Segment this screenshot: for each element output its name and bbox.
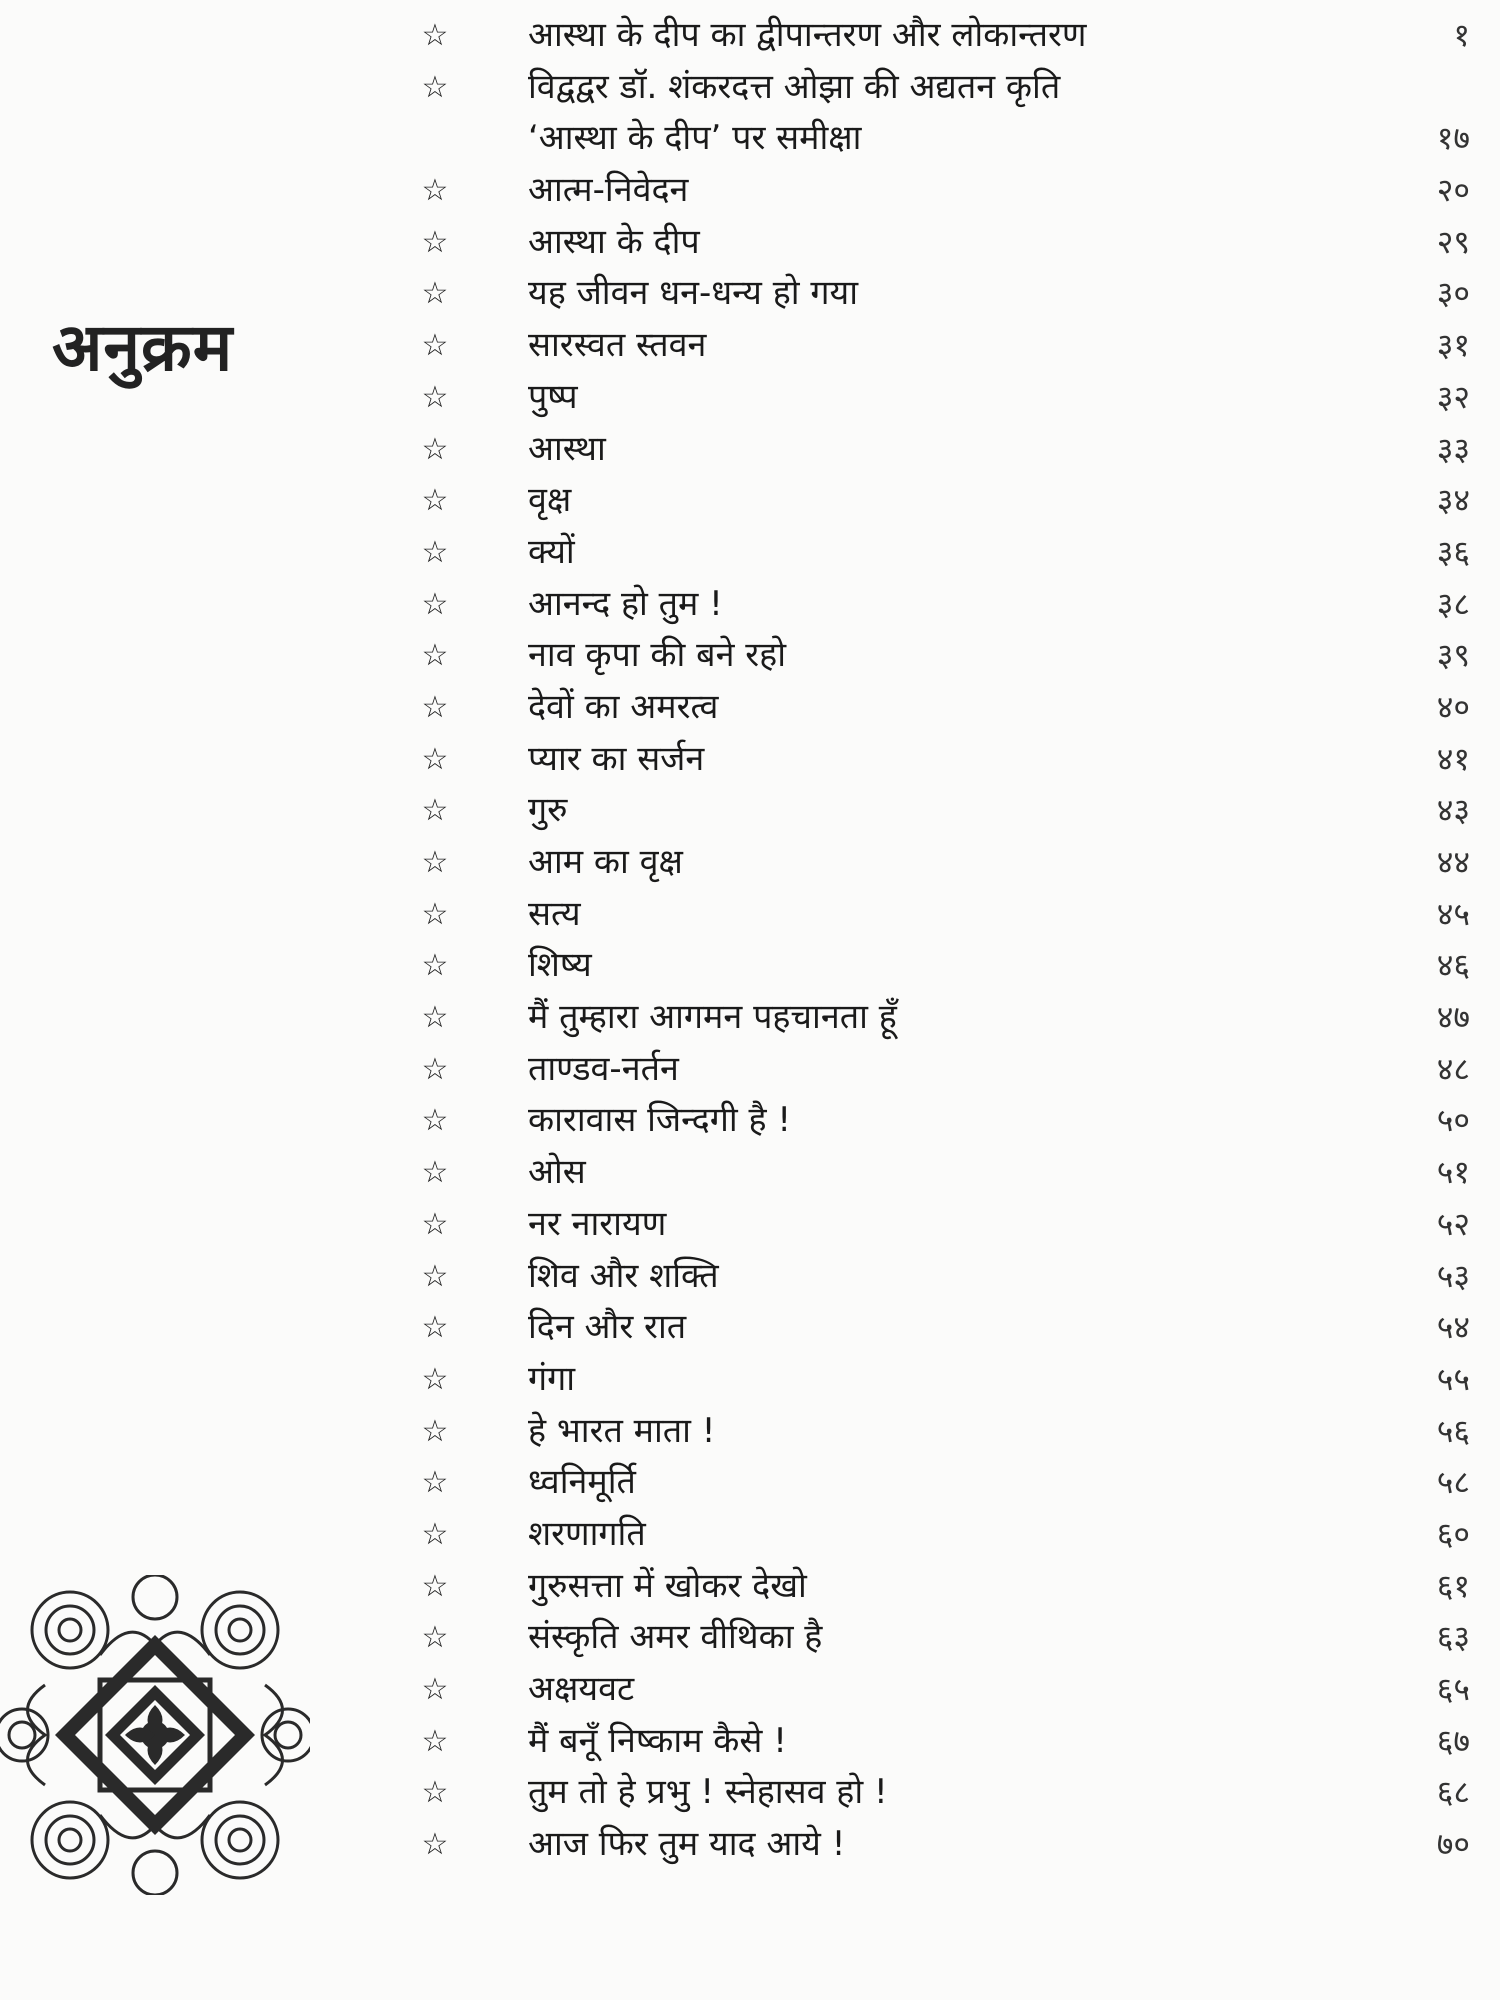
star-bullet-icon: ☆ xyxy=(421,638,449,674)
toc-entry-title: संस्कृति अमर वीथिका है xyxy=(528,1617,823,1658)
toc-entry-page: ५४ xyxy=(1436,1308,1470,1347)
toc-entry xyxy=(410,1664,1470,1716)
toc-entry-title: आनन्द हो तुम ! xyxy=(528,583,723,624)
toc-entry xyxy=(410,992,1470,1044)
star-bullet-icon: ☆ xyxy=(421,1258,449,1294)
star-bullet-icon: ☆ xyxy=(421,1206,449,1242)
star-bullet-icon: ☆ xyxy=(421,534,449,570)
star-bullet-icon: ☆ xyxy=(421,896,449,932)
toc-entry-page: ६१ xyxy=(1436,1566,1470,1605)
star-bullet-icon: ☆ xyxy=(421,1827,449,1863)
toc-entry-title: सारस्वत स्तवन xyxy=(528,325,707,366)
toc-entry-page: ६३ xyxy=(1436,1618,1470,1657)
toc-entry-page: ४४ xyxy=(1436,843,1470,881)
toc-entry-page: ५३ xyxy=(1436,1256,1470,1295)
toc-entry xyxy=(410,320,1470,372)
star-bullet-icon: ☆ xyxy=(421,1672,449,1707)
toc-entry-page: ४७ xyxy=(1436,998,1470,1037)
star-bullet-icon: ☆ xyxy=(421,379,449,415)
toc-entry xyxy=(410,475,1470,527)
star-bullet-icon: ☆ xyxy=(421,1103,449,1139)
toc-entry xyxy=(410,1819,1470,1871)
toc-entry-title: आस्था के दीप xyxy=(528,221,700,262)
toc-entry xyxy=(410,1251,1470,1303)
toc-entry xyxy=(410,630,1470,682)
star-bullet-icon: ☆ xyxy=(421,1051,449,1087)
toc-entry-page: ५२ xyxy=(1436,1204,1470,1243)
toc-entry-page: ६८ xyxy=(1436,1773,1470,1812)
toc-entry xyxy=(410,424,1470,476)
toc-entry-title: देवों का अमरत्व xyxy=(528,686,719,727)
toc-entry xyxy=(410,1095,1470,1147)
toc-entry xyxy=(410,62,1470,114)
star-bullet-icon: ☆ xyxy=(421,173,449,209)
toc-entry-title: तुम तो हे प्रभु ! स्नेहासव हो ! xyxy=(528,1772,888,1813)
toc-entry-title: आस्था के दीप का द्वीपान्तरण और लोकान्तरण xyxy=(528,15,1087,55)
toc-list xyxy=(410,10,1470,1871)
toc-entry-title: शिष्य xyxy=(528,945,592,986)
toc-entry-page: ४० xyxy=(1436,687,1470,726)
star-bullet-icon: ☆ xyxy=(421,793,449,829)
toc-entry-title: प्यार का सर्जन xyxy=(528,738,705,779)
toc-entry xyxy=(410,527,1470,579)
toc-entry-page: ६० xyxy=(1436,1514,1470,1553)
toc-entry-page: ३३ xyxy=(1436,429,1470,468)
star-bullet-icon: ☆ xyxy=(421,224,449,260)
toc-entry-title: कारावास जिन्दगी है ! xyxy=(528,1100,791,1141)
toc-entry-page: ३१ xyxy=(1436,326,1470,365)
toc-entry xyxy=(410,1561,1470,1613)
toc-entry xyxy=(410,889,1470,941)
toc-entry-title: पुष्प xyxy=(528,376,578,417)
toc-entry xyxy=(410,1716,1470,1768)
toc-entry-title: शरणागति xyxy=(528,1513,646,1554)
toc-entry-title: वृक्ष xyxy=(528,480,572,521)
toc-entry-title: नर नारायण xyxy=(528,1203,667,1244)
star-bullet-icon: ☆ xyxy=(421,948,449,984)
toc-entry xyxy=(410,1406,1470,1458)
toc-entry xyxy=(410,1354,1470,1406)
star-bullet-icon: ☆ xyxy=(421,1465,449,1501)
toc-entry-title: हे भारत माता ! xyxy=(528,1410,716,1451)
toc-entry-page: ४६ xyxy=(1436,946,1470,985)
star-bullet-icon: ☆ xyxy=(421,741,449,777)
toc-entry-page: ४१ xyxy=(1436,739,1470,778)
star-bullet-icon: ☆ xyxy=(421,1568,449,1604)
toc-entry-title: गंगा xyxy=(528,1358,576,1399)
toc-entry-title: मैं बनूँ निष्काम कैसे ! xyxy=(528,1720,787,1761)
toc-entry-title: गुरु xyxy=(528,790,568,831)
star-bullet-icon: ☆ xyxy=(421,18,449,53)
star-bullet-icon: ☆ xyxy=(421,1413,449,1449)
toc-entry xyxy=(410,1457,1470,1509)
toc-entry xyxy=(410,1302,1470,1354)
star-bullet-icon: ☆ xyxy=(421,1723,449,1759)
star-bullet-icon: ☆ xyxy=(421,1310,449,1346)
toc-entry-page: ५० xyxy=(1436,1101,1470,1140)
toc-entry-page: ४८ xyxy=(1436,1049,1470,1088)
toc-entry-page: १ xyxy=(1453,16,1470,54)
star-bullet-icon: ☆ xyxy=(421,586,449,622)
toc-entry-title: यह जीवन धन-धन्य हो गया xyxy=(528,273,859,314)
toc-entry-title: गुरुसत्ता में खोकर देखो xyxy=(528,1565,807,1606)
toc-entry xyxy=(410,734,1470,786)
star-bullet-icon: ☆ xyxy=(421,1516,449,1552)
toc-entry-page: २९ xyxy=(1436,222,1470,261)
toc-entry-title: आस्था xyxy=(528,428,606,469)
decorative-ornament-icon xyxy=(0,1575,310,1895)
toc-entry-title: नाव कृपा की बने रहो xyxy=(528,635,787,676)
toc-entry-title: अक्षयवट xyxy=(528,1669,635,1709)
star-bullet-icon: ☆ xyxy=(421,1775,449,1811)
toc-entry-page: ६७ xyxy=(1436,1721,1470,1760)
toc-entry-page: ५८ xyxy=(1436,1463,1470,1502)
toc-entry-page: ५१ xyxy=(1436,1153,1470,1192)
page-title: अनुक्रम xyxy=(52,309,234,386)
star-bullet-icon: ☆ xyxy=(421,328,449,364)
toc-entry-title: ताण्डव-नर्तन xyxy=(528,1048,679,1089)
toc-entry-page: ४५ xyxy=(1436,894,1470,933)
star-bullet-icon: ☆ xyxy=(421,845,449,880)
toc-entry xyxy=(410,579,1470,631)
toc-entry xyxy=(410,1612,1470,1664)
toc-entry xyxy=(410,268,1470,320)
toc-entry-title: विद्वद्वर डॉ. शंकरदत्त ओझा की अद्यतन कृति xyxy=(528,66,1061,107)
toc-entry-page: ४३ xyxy=(1436,791,1470,830)
toc-entry xyxy=(410,1199,1470,1251)
star-bullet-icon: ☆ xyxy=(421,1620,449,1656)
toc-entry-title: आम का वृक्ष xyxy=(528,842,683,882)
toc-entry xyxy=(410,682,1470,734)
toc-entry-page: ५६ xyxy=(1436,1411,1470,1450)
toc-entry-title: आत्म-निवेदन xyxy=(528,170,689,211)
toc-entry xyxy=(410,10,1470,62)
toc-entry-page: ३० xyxy=(1436,274,1470,313)
toc-entry-page: ३६ xyxy=(1436,532,1470,571)
toc-entry-title: मैं तुम्हारा आगमन पहचानता हूँ xyxy=(528,997,897,1038)
star-bullet-icon: ☆ xyxy=(421,483,449,519)
toc-entry-title: क्यों xyxy=(528,531,575,572)
toc-entry xyxy=(410,837,1470,889)
toc-entry-page: ३२ xyxy=(1436,377,1470,416)
star-bullet-icon: ☆ xyxy=(421,1155,449,1191)
toc-entry-title: शिव और शक्ति xyxy=(528,1255,719,1296)
toc-entry-title: सत्य xyxy=(528,893,581,934)
toc-entry xyxy=(410,113,1470,165)
star-bullet-icon: ☆ xyxy=(421,689,449,725)
toc-entry-page: ६५ xyxy=(1436,1670,1470,1708)
toc-entry xyxy=(410,372,1470,424)
star-bullet-icon: ☆ xyxy=(421,276,449,312)
toc-entry-page: ३८ xyxy=(1436,584,1470,623)
toc-entry xyxy=(410,217,1470,269)
toc-entry xyxy=(410,1767,1470,1819)
toc-entry xyxy=(410,1509,1470,1561)
star-bullet-icon: ☆ xyxy=(421,1000,449,1036)
toc-entry xyxy=(410,1147,1470,1199)
star-bullet-icon: ☆ xyxy=(421,1361,449,1397)
toc-entry xyxy=(410,1044,1470,1096)
toc-entry xyxy=(410,940,1470,992)
star-bullet-icon: ☆ xyxy=(421,431,449,467)
toc-entry-title: ‘आस्था के दीप’ पर समीक्षा xyxy=(528,118,862,159)
toc-entry-title: ध्वनिमूर्ति xyxy=(528,1462,636,1503)
toc-entry-page: १७ xyxy=(1436,119,1470,158)
toc-entry-title: आज फिर तुम याद आये ! xyxy=(528,1824,846,1865)
toc-entry-page: २० xyxy=(1436,171,1470,210)
toc-entry-page: ३९ xyxy=(1436,636,1470,675)
toc-entry-title: दिन और रात xyxy=(528,1307,687,1348)
toc-entry-page: ३४ xyxy=(1436,481,1470,520)
toc-entry xyxy=(410,165,1470,217)
toc-entry-page: ५५ xyxy=(1436,1359,1470,1398)
toc-entry xyxy=(410,785,1470,837)
toc-entry-page: ७० xyxy=(1436,1825,1470,1864)
toc-entry-title: ओस xyxy=(528,1152,586,1193)
star-bullet-icon: ☆ xyxy=(421,69,449,105)
